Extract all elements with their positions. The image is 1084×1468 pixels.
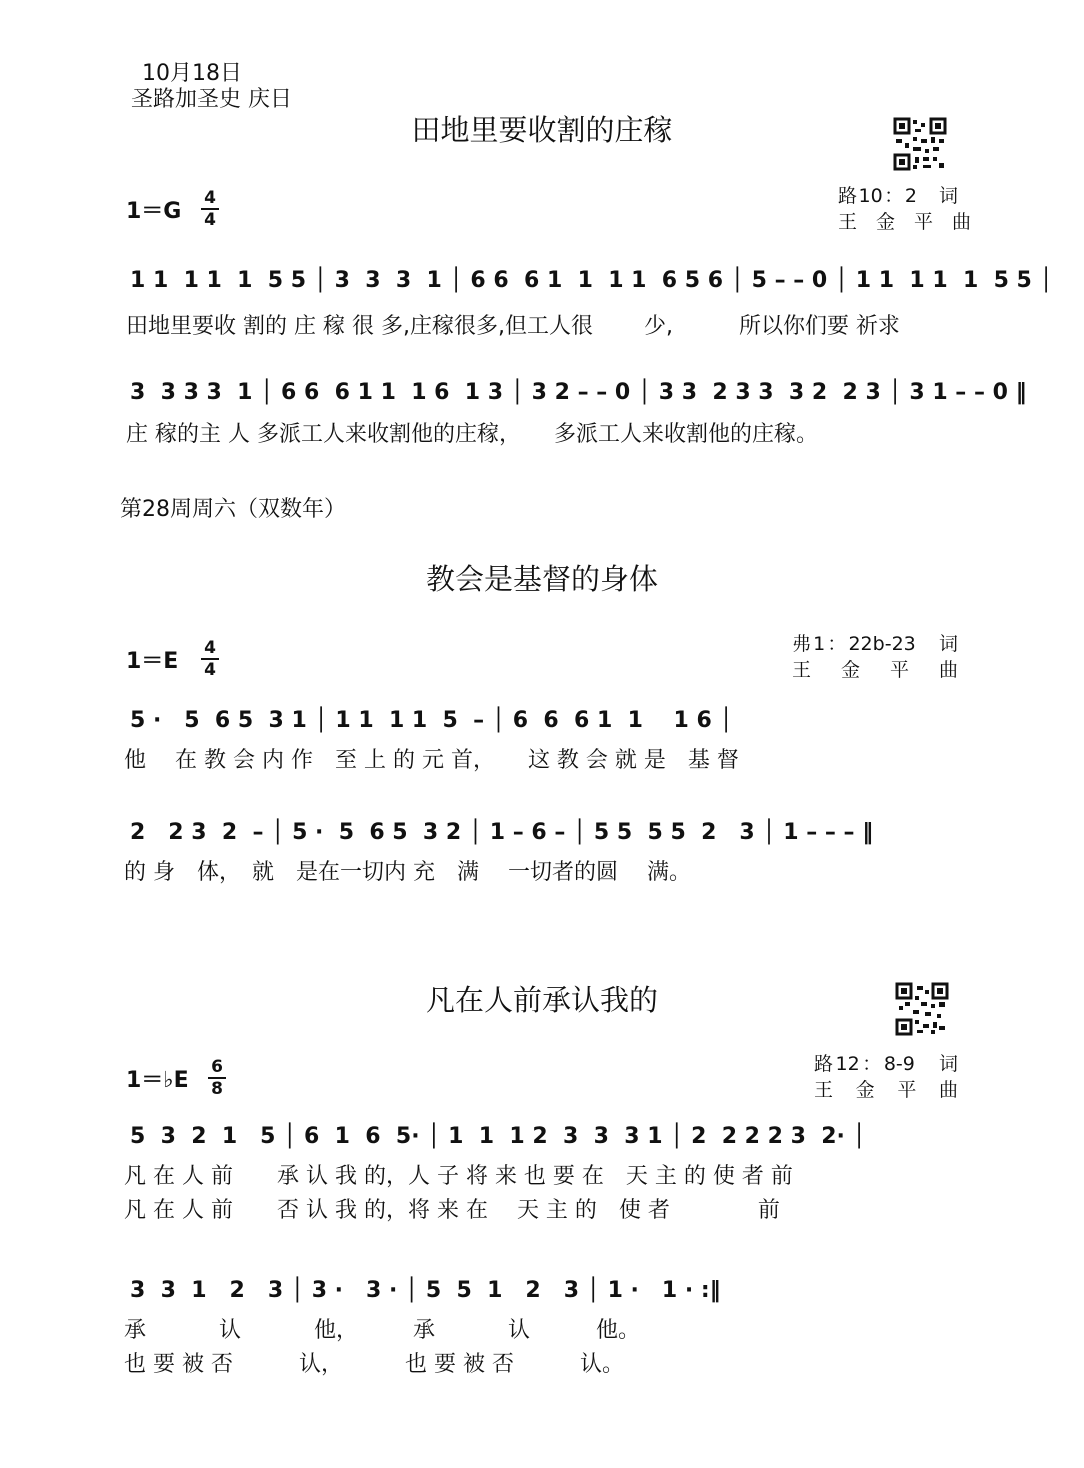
song-2-title: 教会是基督的身体	[425, 562, 658, 596]
time-signature-top: 4	[204, 188, 216, 208]
notation-line-2: 3 3 1 2 3 │ 3 · 3 · │ 5 5 1 2 3 │ 1 · 1 · :‖	[130, 1278, 721, 1303]
lyric-line-2: 庄 稼的主 人 多派工人来收割他的庄稼， 多派工人来收割他的庄稼。	[126, 422, 818, 447]
lyric-line-1a: 凡 在 人 前 承 认 我 的，人 子 将 来 也 要 在 天 主 的 使 者 前	[124, 1164, 793, 1189]
time-signature-bottom: 4	[204, 210, 216, 230]
lyric-line-1: 他 在 教 会 内 作 至 上 的 元 首， 这 教 会 就 是 基 督	[124, 748, 739, 773]
time-signature-bottom: 4	[204, 660, 216, 680]
lyric-line-2b: 也 要 被 否 认， 也 要 被 否 认。	[124, 1352, 624, 1377]
notation-line-2: 2 2 3 2 – │ 5 · 5 6 5 3 2 │ 1 – 6 – │ 5 5 5 5 2 3 │ 1 – – – ‖	[130, 820, 874, 845]
song-3-title: 凡在人前承认我的	[425, 983, 658, 1017]
key-signature: 1＝E	[126, 649, 179, 674]
lyricist-credit: 路10：2 词	[838, 185, 958, 207]
composer-credit: 王 金 平 曲	[792, 659, 958, 681]
lyric-line-2a: 承 认 他， 承 认 他。	[124, 1318, 640, 1343]
qr-code-icon	[895, 982, 949, 1036]
qr-code-icon	[893, 117, 947, 171]
key-signature: 1＝♭E	[126, 1068, 189, 1093]
week-label: 第28周周六（双数年）	[120, 497, 346, 522]
notation-line-1: 5 3 2 1 5 │ 6 1 6 5· │ 1 1 1 2 3 3 3 1 │ 2 2 2 2 3 2· │	[130, 1124, 866, 1149]
lyric-line-1b: 凡 在 人 前 否 认 我 的，将 来 在 天 主 的 使 者 前	[124, 1198, 780, 1223]
notation-line-1: 5 · 5 6 5 3 1 │ 1 1 1 1 5 – │ 6 6 6 1 1 1 6 │	[130, 708, 733, 733]
composer-credit: 王 金 平 曲	[838, 211, 972, 233]
lyric-line-1: 田地里要收 割的 庄 稼 很 多,庄稼很多,但工人很 少, 所以你们要 祈求	[126, 314, 900, 339]
feast-label: 圣路加圣史 庆日	[131, 87, 292, 112]
time-signature-bottom: 8	[211, 1079, 223, 1099]
notation-line-2: 3 3 3 3 1 │ 6 6 6 1 1 1 6 1 3 │ 3 2 – – 0 │ 3 3 2 3 3 3 2 2 3 │ 3 1 – – 0 ‖	[130, 380, 1027, 405]
composer-credit: 王 金 平 曲	[814, 1079, 958, 1101]
lyricist-credit: 弗1：22b-23 词	[792, 633, 958, 655]
lyric-line-2: 的 身 体， 就 是在一切内 充 满 一切者的圆 满。	[124, 860, 691, 885]
time-signature-top: 4	[204, 638, 216, 658]
notation-line-1: 1 1 1 1 1 5 5 │ 3 3 3 1 │ 6 6 6 1 1 1 1 6 5 6 │ 5 – – 0 │ 1 1 1 1 1 5 5 │	[130, 268, 1053, 293]
lyricist-credit: 路12：8-9 词	[814, 1053, 958, 1075]
time-signature-top: 6	[211, 1057, 223, 1077]
song-1-title: 田地里要收割的庄稼	[411, 113, 673, 147]
date-label: 10月18日	[142, 61, 242, 86]
key-signature: 1＝G	[126, 199, 182, 224]
